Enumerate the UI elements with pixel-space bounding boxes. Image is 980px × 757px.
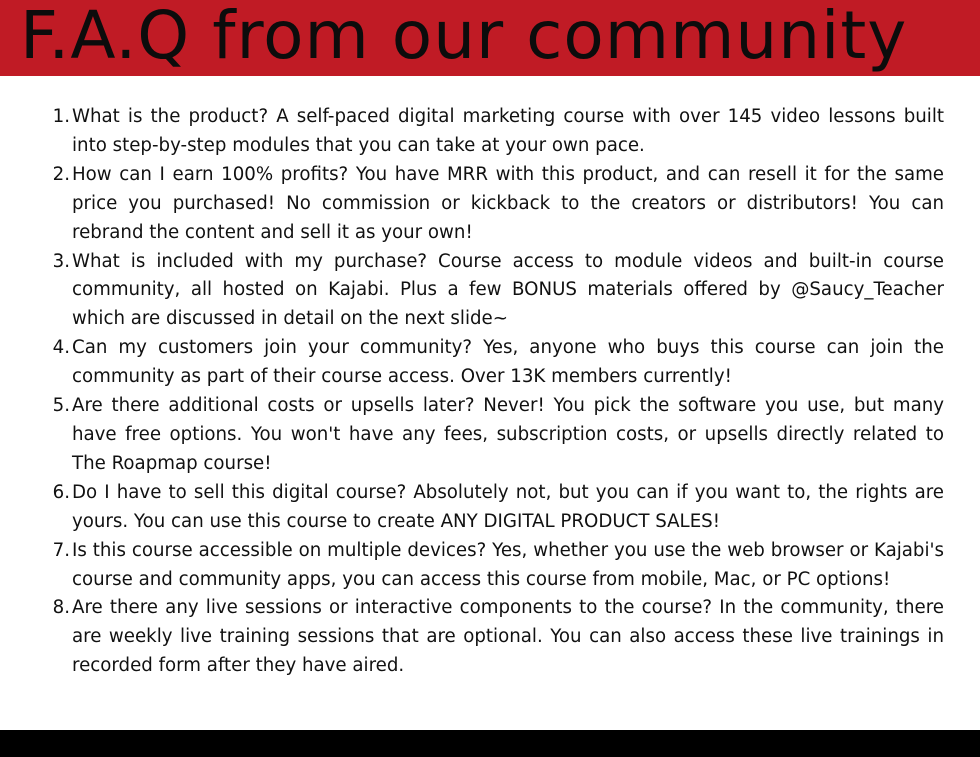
faq-number: 4. — [52, 337, 70, 359]
faq-text: What is included with my purchase? Course access to module videos and built-in course community, all hosted on Kajabi. Plus a few BONUS materials offered by @Saucy_Teacher which are discussed in detail on the next slide~ — [72, 250, 944, 330]
faq-item — [48, 537, 944, 595]
faq-item — [48, 103, 944, 161]
faq-number: 6. — [52, 481, 70, 503]
faq-text: What is the product? A self-paced digital marketing course with over 145 video lessons built into step-by-step modules that you can take at your own pace. — [72, 106, 944, 156]
faq-number: 8. — [52, 597, 70, 619]
faq-item — [48, 594, 944, 681]
faq-item — [48, 334, 944, 392]
faq-text: Is this course accessible on multiple devices? Yes, whether you use the web browser or Kajabi's course and community apps, you can access this course from mobile, Mac, or PC options! — [72, 539, 944, 590]
header-banner — [0, 0, 980, 76]
faq-item — [48, 392, 944, 479]
faq-number: 2. — [52, 163, 70, 185]
faq-list — [48, 103, 944, 681]
faq-number: 7. — [52, 539, 70, 561]
faq-text: Are there any live sessions or interactive components to the course? In the community, there are weekly live training sessions that are optional. You can also access these live trainings in recorded form after they have aired. — [72, 597, 944, 677]
faq-number: 1. — [52, 106, 70, 127]
footer-bar — [0, 730, 980, 757]
faq-text: Can my customers join your community? Yes, anyone who buys this course can join the community as part of their course access. Over 13K members currently! — [72, 337, 944, 388]
faq-number: 3. — [52, 250, 70, 272]
faq-text: Are there additional costs or upsells later? Never! You pick the software you use, but many have free options. You won't have any fees, subscription costs, or upsells directly related to The Roapmap course! — [72, 395, 944, 474]
faq-item — [48, 479, 944, 537]
faq-number: 5. — [52, 395, 70, 417]
page-title: F.A.Q from our community — [20, 0, 908, 74]
faq-item — [48, 161, 944, 248]
faq-text: Do I have to sell this digital course? Absolutely not, but you can if you want to, the rights are yours. You can use this course to create ANY DIGITAL PRODUCT SALES! — [72, 481, 944, 532]
faq-text: How can I earn 100% profits? You have MRR with this product, and can resell it for the same price you purchased! No commission or kickback to the creators or distributors! You can rebrand the content and sell it as your own! — [72, 163, 944, 243]
faq-item — [48, 248, 944, 335]
